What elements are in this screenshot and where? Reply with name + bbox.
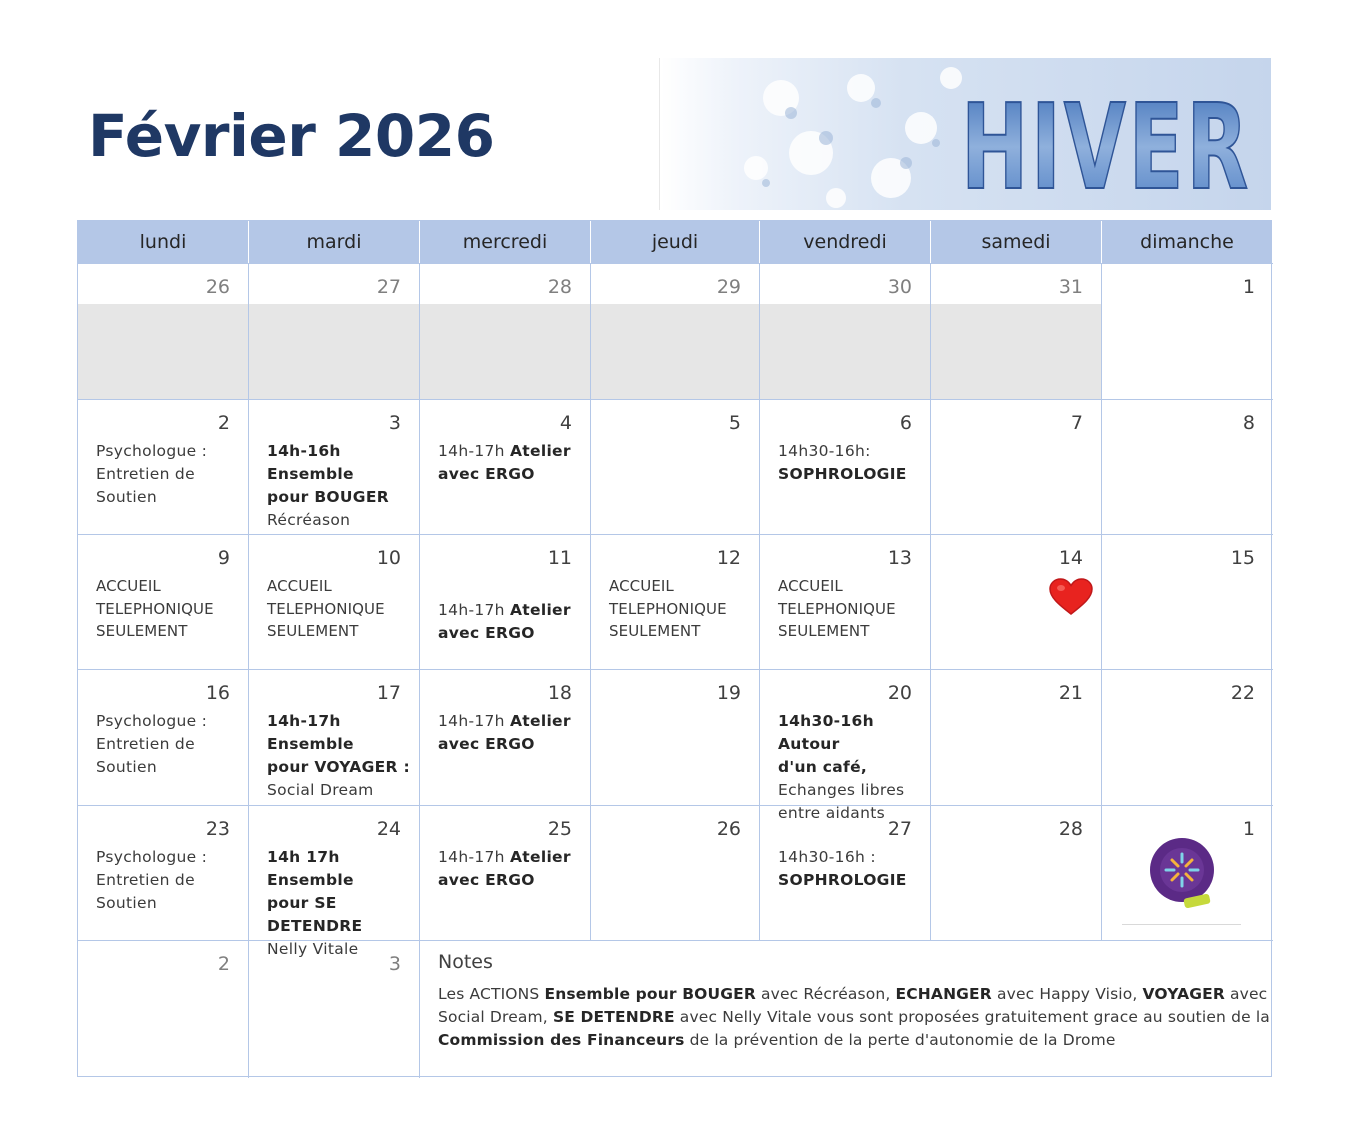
event-ensemble-se-detendre: 14h 17h Ensemble pour SE DETENDRE Nelly Vitale	[267, 848, 363, 958]
event-psychologue: Psychologue : Entretien de Soutien	[96, 848, 208, 912]
event-atelier-ergo: 14h-17h Atelier avec ERGO	[438, 442, 571, 483]
day-number: 27	[376, 276, 401, 298]
page-title: Février 2026	[88, 102, 495, 170]
day-cell	[760, 399, 931, 534]
day-number: 18	[547, 682, 572, 704]
day-number: 9	[217, 547, 230, 569]
inactive-shading	[78, 304, 248, 399]
event-ensemble-voyager: 14h-17h Ensemble pour VOYAGER : Social Dream	[267, 712, 410, 799]
day-number: 5	[728, 412, 741, 434]
weekday-header: lundi	[78, 221, 249, 263]
event-atelier-ergo: 14h-17h Atelier avec ERGO	[438, 848, 571, 889]
weekday-header: dimanche	[1102, 221, 1273, 263]
day-cell	[420, 805, 591, 940]
day-cell	[591, 805, 760, 940]
day-cell	[1102, 805, 1273, 940]
day-number: 31	[1058, 276, 1083, 298]
day-cell	[249, 805, 420, 958]
weekday-header: mercredi	[420, 221, 591, 263]
day-cell	[760, 263, 931, 399]
day-number: 21	[1058, 682, 1083, 704]
event-accueil-telephonique: ACCUEIL TELEPHONIQUE SEULEMENT	[96, 577, 214, 640]
day-cell	[931, 534, 1102, 669]
day-cell	[1102, 399, 1273, 534]
day-cell	[1102, 534, 1273, 669]
day-number: 26	[205, 276, 230, 298]
weekday-header: vendredi	[760, 221, 931, 263]
day-cell	[420, 399, 591, 534]
event-accueil-telephonique: ACCUEIL TELEPHONIQUE SEULEMENT	[267, 577, 385, 640]
day-number: 19	[716, 682, 741, 704]
day-cell	[78, 669, 249, 805]
event-psychologue: Psychologue : Entretien de Soutien	[96, 442, 208, 506]
commission-financeurs-logo	[1148, 836, 1216, 916]
logo-underline	[1122, 924, 1241, 925]
day-number: 14	[1058, 547, 1083, 569]
weekday-header: jeudi	[591, 221, 760, 263]
event-atelier-ergo: 14h-17h Atelier avec ERGO	[438, 712, 571, 753]
day-number: 24	[376, 818, 401, 840]
notes-text: Les ACTIONS Ensemble pour BOUGER avec Récréason, ECHANGER avec Happy Visio, VOYAGER avec Social Dream, SE DETENDRE avec Nelly Vitale vous sont proposées gratuitement grace au soutien de la Commission des Financeurs de la prévention de la perte d'autonomie de la Drome	[438, 985, 1270, 1049]
day-cell	[420, 534, 591, 669]
day-number: 15	[1230, 547, 1255, 569]
day-cell	[760, 534, 931, 669]
day-number: 26	[716, 818, 741, 840]
day-cell	[78, 940, 249, 1078]
inactive-shading	[931, 304, 1101, 399]
banner-word: HIVER	[961, 78, 1251, 216]
heart-icon	[1048, 578, 1094, 620]
day-number: 10	[376, 547, 401, 569]
notes-title: Notes	[438, 951, 493, 973]
day-number: 11	[547, 547, 572, 569]
day-number: 23	[205, 818, 230, 840]
day-cell	[931, 263, 1102, 399]
event-accueil-telephonique: ACCUEIL TELEPHONIQUE SEULEMENT	[778, 577, 896, 640]
day-number: 2	[217, 412, 230, 434]
day-cell	[760, 669, 931, 822]
weekday-header: mardi	[249, 221, 420, 263]
day-number: 12	[716, 547, 741, 569]
day-cell	[78, 399, 249, 534]
inactive-shading	[760, 304, 930, 399]
event-psychologue: Psychologue : Entretien de Soutien	[96, 712, 208, 776]
day-cell	[249, 263, 420, 399]
day-cell	[1102, 263, 1273, 399]
day-number: 3	[388, 953, 401, 975]
day-number: 4	[559, 412, 572, 434]
day-number: 13	[887, 547, 912, 569]
day-number: 25	[547, 818, 572, 840]
day-number: 16	[205, 682, 230, 704]
event-autour-dun-cafe: 14h30-16h Autour d'un café, Echanges libres entre aidants	[778, 712, 905, 822]
day-cell	[420, 669, 591, 805]
day-cell	[760, 805, 931, 940]
inactive-shading	[249, 304, 419, 399]
notes-section	[420, 941, 1273, 1078]
day-cell	[591, 399, 760, 534]
day-cell	[931, 669, 1102, 805]
day-number: 28	[1058, 818, 1083, 840]
day-number: 7	[1070, 412, 1083, 434]
day-cell	[931, 399, 1102, 534]
day-cell	[931, 805, 1102, 940]
day-cell	[78, 805, 249, 940]
day-number: 1	[1242, 276, 1255, 298]
day-number: 28	[547, 276, 572, 298]
day-cell	[1102, 669, 1273, 805]
event-accueil-telephonique: ACCUEIL TELEPHONIQUE SEULEMENT	[609, 577, 727, 640]
event-sophrologie: 14h30-16h: SOPHROLOGIE	[778, 442, 907, 483]
day-cell	[591, 534, 760, 669]
inactive-shading	[591, 304, 759, 399]
event-sophrologie: 14h30-16h : SOPHROLOGIE	[778, 848, 907, 889]
day-number: 30	[887, 276, 912, 298]
day-number: 3	[388, 412, 401, 434]
day-number: 6	[899, 412, 912, 434]
day-number: 20	[887, 682, 912, 704]
day-number: 29	[716, 276, 741, 298]
header-divider	[659, 58, 660, 210]
day-cell	[249, 669, 420, 805]
day-number: 1	[1242, 818, 1255, 840]
day-cell	[249, 534, 420, 669]
day-cell	[591, 263, 760, 399]
day-cell	[78, 534, 249, 669]
day-cell	[78, 263, 249, 399]
notes-cell	[420, 940, 1273, 1078]
day-cell	[249, 399, 420, 534]
day-number: 27	[887, 818, 912, 840]
day-number: 17	[376, 682, 401, 704]
day-cell	[420, 263, 591, 399]
weekday-header: samedi	[931, 221, 1102, 263]
day-cell	[591, 669, 760, 805]
inactive-shading	[420, 304, 590, 399]
winter-banner-image	[661, 58, 1271, 216]
calendar-grid	[77, 220, 1272, 1077]
day-cell	[249, 940, 420, 1078]
day-number: 22	[1230, 682, 1255, 704]
day-number: 8	[1242, 412, 1255, 434]
event-atelier-ergo: 14h-17h Atelier avec ERGO	[438, 601, 571, 642]
event-ensemble-bouger: 14h-16h Ensemble pour BOUGER Récréason	[267, 442, 389, 529]
day-number: 2	[217, 953, 230, 975]
